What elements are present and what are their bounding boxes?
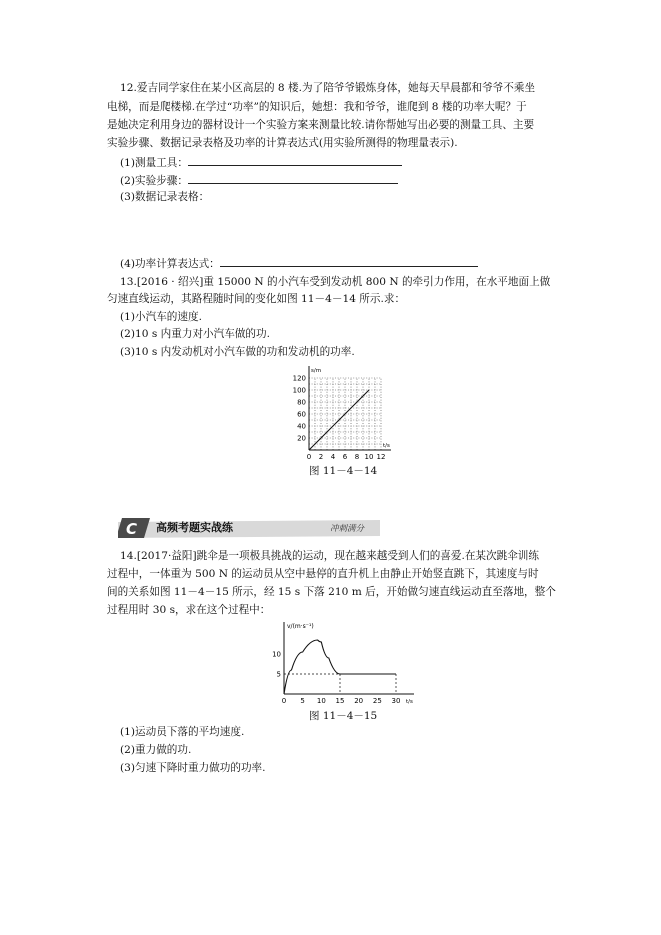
velocity-time-chart bbox=[268, 616, 420, 708]
q12-part-4-label: (4)功率计算表达式： bbox=[120, 258, 220, 270]
q12-line-4: 实验步骤、数据记录表格及功率的计算表达式(用实验所测得的物理量表示). bbox=[107, 137, 458, 149]
answer-blank[interactable] bbox=[188, 173, 398, 184]
q13-line-2: 匀速直线运动，其路程随时间的变化如图 11－4－14 所示.求： bbox=[107, 293, 406, 305]
velocity-time-curve bbox=[284, 640, 396, 694]
distance-time-line bbox=[309, 390, 369, 450]
x-tick-label: 0 bbox=[281, 697, 287, 705]
q12-part-2-label: (2)实验步骤： bbox=[120, 175, 188, 187]
y-axis-label: s/m bbox=[311, 368, 322, 374]
x-tick-label: 20 bbox=[354, 697, 364, 705]
y-tick-label: 80 bbox=[297, 398, 306, 407]
x-tick-label: 10 bbox=[364, 453, 374, 461]
x-tick-label: 30 bbox=[391, 697, 401, 705]
q12-part-2 bbox=[120, 173, 398, 188]
answer-blank[interactable] bbox=[188, 155, 402, 166]
q12-line-1: 12.爱吉同学家住在某小区高层的 8 楼.为了陪爷爷锻炼身体，她每天早晨都和爷爷不乘坐 bbox=[120, 82, 536, 94]
distance-time-chart bbox=[285, 362, 397, 462]
x-tick-label: 15 bbox=[335, 697, 345, 705]
section-title: 高频考题实战练 bbox=[156, 521, 233, 534]
x-axis-label: t/s bbox=[383, 443, 390, 449]
y-axis-label: v/(m·s⁻¹) bbox=[287, 623, 314, 630]
y-tick-label: 20 bbox=[297, 434, 306, 443]
x-tick-label: 0 bbox=[306, 453, 312, 461]
q14-line-2: 过程中，一体重为 500 N 的运动员从空中悬停的直升机上由静止开始竖直跳下，其速度与时 bbox=[107, 568, 539, 580]
q14-line-1: 14.[2017·益阳]跳伞是一项极具挑战的运动，现在越来越受到人们的喜爱.在某次跳伞训练 bbox=[120, 550, 539, 562]
x-tick-label: 2 bbox=[318, 453, 324, 461]
x-axis-label: t/s bbox=[406, 699, 413, 705]
q12-part-1-label: (1)测量工具： bbox=[120, 157, 188, 169]
q14-part-2: (2)重力做的功. bbox=[120, 744, 192, 756]
y-tick-label: 60 bbox=[297, 410, 306, 419]
y-tick-label: 100 bbox=[292, 386, 306, 395]
q14-line-3: 间的关系如图 11－4－15 所示，经 15 s 下落 210 m 后，开始做匀速直线运动直至落地，整个 bbox=[107, 586, 556, 598]
y-tick-label: 5 bbox=[276, 670, 281, 679]
q13-part-1: (1)小汽车的速度. bbox=[120, 311, 202, 323]
q12-part-4 bbox=[120, 256, 478, 271]
figure-caption-15: 图 11－4－15 bbox=[309, 710, 378, 722]
figure-caption-14: 图 11－4－14 bbox=[309, 465, 378, 477]
y-tick-label: 40 bbox=[297, 422, 306, 431]
x-tick-label: 8 bbox=[354, 453, 360, 461]
x-tick-label: 25 bbox=[372, 697, 382, 705]
q12-part-3: (3)数据记录表格： bbox=[120, 191, 210, 203]
q13-line-1: 13.[2016 · 绍兴]重 15000 N 的小汽车受到发动机 800 N 的牵引力作用，在水平地面上做 bbox=[120, 276, 551, 288]
section-subtitle: 冲刺满分 bbox=[330, 524, 365, 534]
x-tick-label: 6 bbox=[342, 453, 348, 461]
y-tick-label: 10 bbox=[272, 650, 281, 659]
q13-part-3: (3)10 s 内发动机对小汽车做的功和发动机的功率. bbox=[120, 346, 355, 358]
x-tick-label: 4 bbox=[330, 453, 336, 461]
q14-line-4: 过程用时 30 s，求在这个过程中： bbox=[107, 604, 271, 616]
x-tick-label: 10 bbox=[316, 697, 326, 705]
q13-part-2: (2)10 s 内重力对小汽车做的功. bbox=[120, 328, 270, 340]
section-badge: C bbox=[126, 520, 138, 538]
x-tick-label: 12 bbox=[376, 453, 386, 461]
q14-part-3: (3)匀速下降时重力做功的功率. bbox=[120, 762, 266, 774]
q12-line-3: 是她决定利用身边的器材设计一个实验方案来测量比较.请你帮她写出必要的测量工具、主要 bbox=[107, 119, 535, 131]
y-tick-label: 120 bbox=[292, 374, 306, 383]
q12-line-2: 电梯，而是爬楼梯.在学过“功率”的知识后，她想：我和爷爷，谁爬到 8 楼的功率大呢？于 bbox=[107, 101, 527, 113]
q12-part-1 bbox=[120, 155, 402, 170]
answer-blank[interactable] bbox=[220, 256, 478, 267]
x-tick-label: 5 bbox=[300, 697, 305, 705]
q14-part-1: (1)运动员下落的平均速度. bbox=[120, 726, 245, 738]
